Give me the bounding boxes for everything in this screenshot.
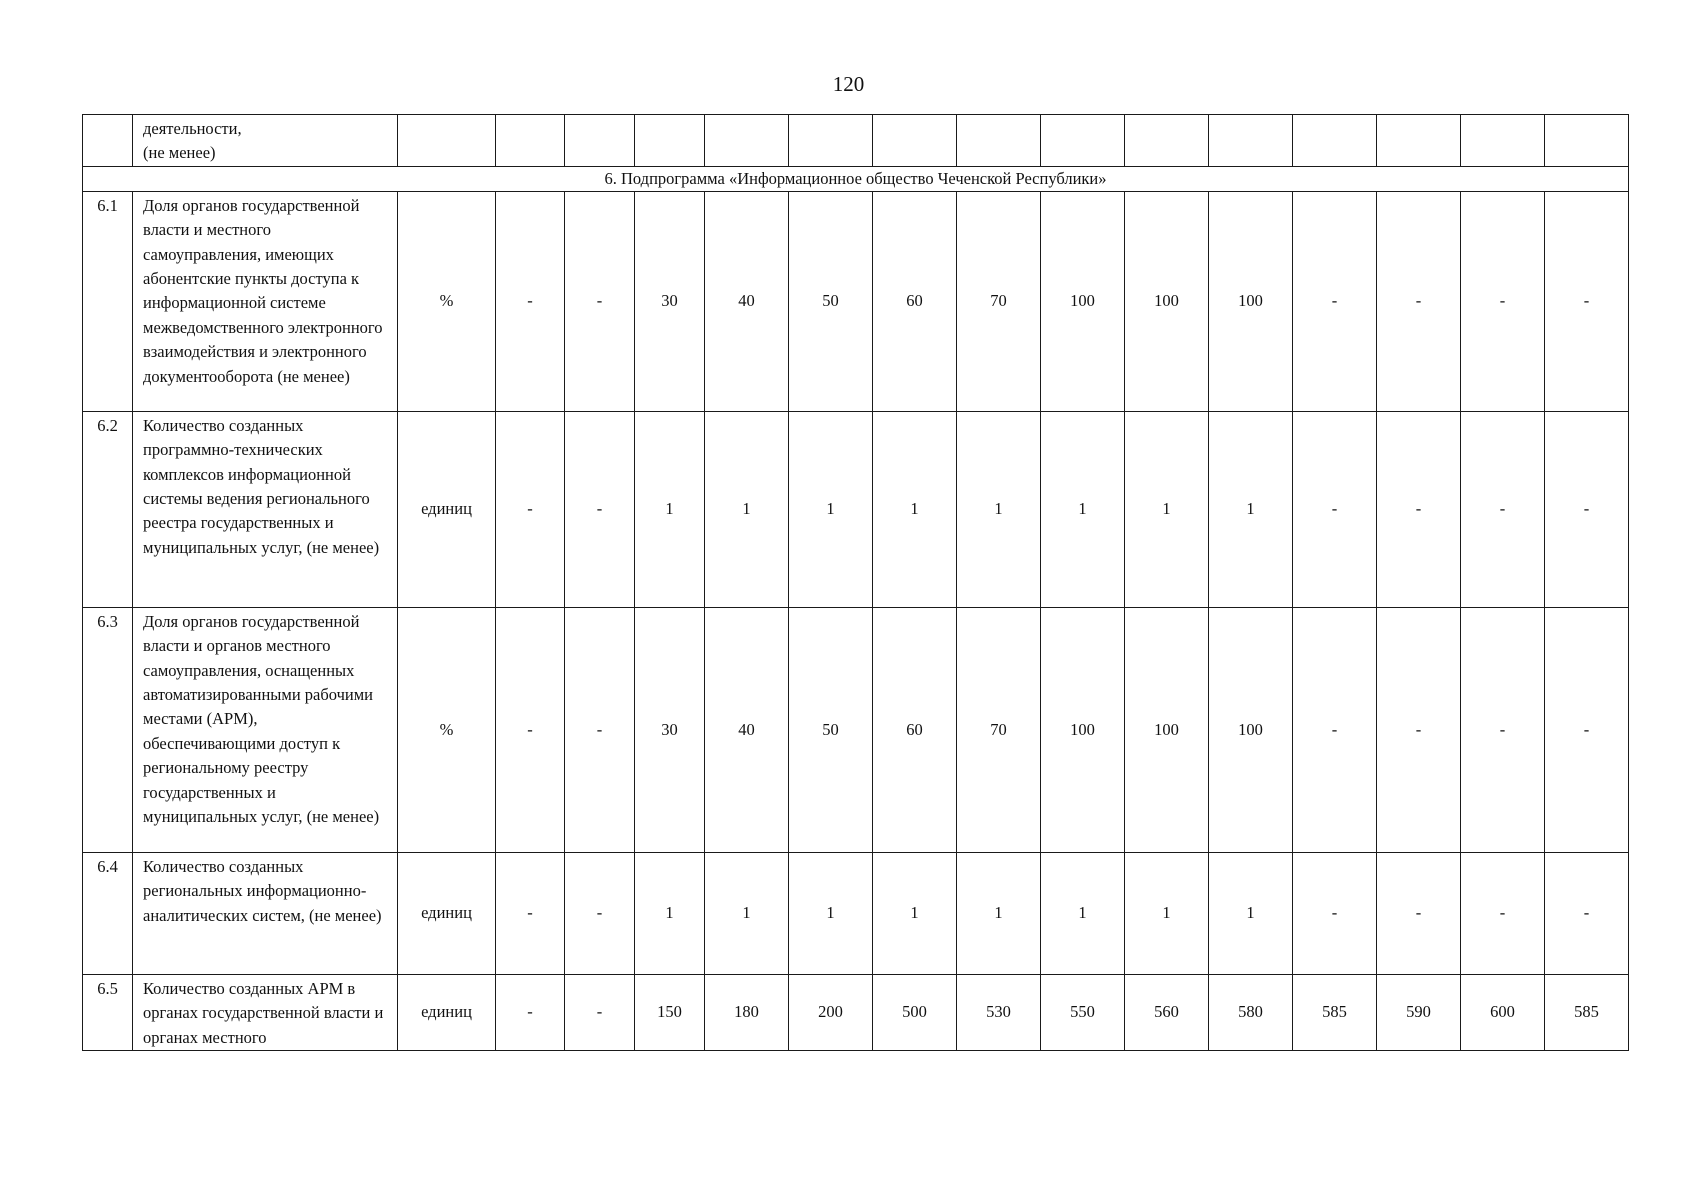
- indicator-description: Количество созданных программно-технических комплексов информационной системы ведения регионального реестра государственных и муниципальных услуг, (не менее): [133, 411, 398, 607]
- value-cell: 530: [957, 974, 1041, 1050]
- empty-cell: [873, 115, 957, 167]
- section-header-row: [83, 166, 1629, 191]
- value-cell: -: [1461, 852, 1545, 974]
- value-cell: -: [496, 607, 565, 852]
- empty-cell: [398, 115, 496, 167]
- section-title: 6. Подпрограмма «Информационное общество Чеченской Республики»: [83, 166, 1629, 191]
- value-cell: 50: [789, 607, 873, 852]
- value-cell: 1: [873, 852, 957, 974]
- value-cell: 60: [873, 191, 957, 411]
- empty-cell: [1461, 115, 1545, 167]
- num-cell: [83, 115, 133, 167]
- value-cell: 100: [1125, 191, 1209, 411]
- value-cell: -: [1545, 607, 1629, 852]
- row-number: 6.5: [83, 974, 133, 1050]
- value-cell: 1: [1041, 411, 1125, 607]
- value-cell: -: [1461, 607, 1545, 852]
- value-cell: -: [565, 191, 635, 411]
- value-cell: 1: [957, 411, 1041, 607]
- value-cell: 585: [1293, 974, 1377, 1050]
- table-row: [83, 411, 1629, 607]
- empty-cell: [565, 115, 635, 167]
- value-cell: 30: [635, 191, 705, 411]
- indicators-table: [82, 114, 1629, 1051]
- value-cell: 1: [635, 852, 705, 974]
- value-cell: 100: [1041, 607, 1125, 852]
- value-cell: -: [1377, 852, 1461, 974]
- value-cell: -: [496, 974, 565, 1050]
- row-number: 6.4: [83, 852, 133, 974]
- value-cell: -: [496, 411, 565, 607]
- value-cell: -: [1293, 411, 1377, 607]
- value-cell: 585: [1545, 974, 1629, 1050]
- row-number: 6.1: [83, 191, 133, 411]
- value-cell: -: [1545, 191, 1629, 411]
- empty-cell: [1041, 115, 1125, 167]
- value-cell: 590: [1377, 974, 1461, 1050]
- empty-cell: [496, 115, 565, 167]
- unit-cell: %: [398, 191, 496, 411]
- indicator-description: Доля органов государственной власти и местного самоуправления, имеющих абонентские пункты доступа к информационной системе межведомственного электронного взаимодействия и электронного документооборота (не менее): [133, 191, 398, 411]
- value-cell: 1: [873, 411, 957, 607]
- table-row: [83, 191, 1629, 411]
- value-cell: 100: [1125, 607, 1209, 852]
- value-cell: 70: [957, 191, 1041, 411]
- value-cell: 1: [789, 411, 873, 607]
- value-cell: -: [1461, 411, 1545, 607]
- value-cell: 30: [635, 607, 705, 852]
- empty-cell: [705, 115, 789, 167]
- empty-cell: [1125, 115, 1209, 167]
- value-cell: 100: [1209, 607, 1293, 852]
- empty-cell: [1545, 115, 1629, 167]
- value-cell: 180: [705, 974, 789, 1050]
- value-cell: -: [496, 191, 565, 411]
- value-cell: 1: [705, 411, 789, 607]
- value-cell: 1: [1209, 852, 1293, 974]
- value-cell: 40: [705, 191, 789, 411]
- value-cell: -: [1377, 607, 1461, 852]
- unit-cell: единиц: [398, 411, 496, 607]
- empty-cell: [1293, 115, 1377, 167]
- empty-cell: [635, 115, 705, 167]
- value-cell: 50: [789, 191, 873, 411]
- empty-cell: [789, 115, 873, 167]
- indicator-description: Количество созданных региональных информационно-аналитических систем, (не менее): [133, 852, 398, 974]
- table-row: [83, 974, 1629, 1050]
- empty-cell: [1377, 115, 1461, 167]
- value-cell: 560: [1125, 974, 1209, 1050]
- value-cell: 600: [1461, 974, 1545, 1050]
- desc-cell: деятельности, (не менее): [133, 115, 398, 167]
- value-cell: -: [496, 852, 565, 974]
- unit-cell: единиц: [398, 974, 496, 1050]
- value-cell: -: [1461, 191, 1545, 411]
- value-cell: 200: [789, 974, 873, 1050]
- indicator-description: Доля органов государственной власти и органов местного самоуправления, оснащенных автоматизированными рабочими местами (АРМ), обеспечивающими доступ к региональному реестру государственных и муниципальных услуг, (не менее): [133, 607, 398, 852]
- value-cell: 150: [635, 974, 705, 1050]
- value-cell: -: [565, 974, 635, 1050]
- indicator-description: Количество созданных АРМ в органах государственной власти и органах местного: [133, 974, 398, 1050]
- value-cell: 580: [1209, 974, 1293, 1050]
- value-cell: 1: [1209, 411, 1293, 607]
- value-cell: 70: [957, 607, 1041, 852]
- value-cell: 1: [1125, 852, 1209, 974]
- value-cell: -: [1377, 191, 1461, 411]
- value-cell: -: [1293, 191, 1377, 411]
- value-cell: 1: [705, 852, 789, 974]
- page-number: 120: [832, 72, 865, 96]
- value-cell: -: [1293, 852, 1377, 974]
- value-cell: 100: [1041, 191, 1125, 411]
- value-cell: 40: [705, 607, 789, 852]
- table-row: [83, 852, 1629, 974]
- value-cell: 1: [1125, 411, 1209, 607]
- value-cell: 1: [1041, 852, 1125, 974]
- table-row-fragment: [83, 115, 1629, 167]
- value-cell: -: [565, 411, 635, 607]
- value-cell: 60: [873, 607, 957, 852]
- value-cell: 1: [789, 852, 873, 974]
- value-cell: -: [565, 852, 635, 974]
- table-row: [83, 607, 1629, 852]
- value-cell: 1: [635, 411, 705, 607]
- row-number: 6.3: [83, 607, 133, 852]
- row-number: 6.2: [83, 411, 133, 607]
- value-cell: 550: [1041, 974, 1125, 1050]
- unit-cell: единиц: [398, 852, 496, 974]
- value-cell: 100: [1209, 191, 1293, 411]
- empty-cell: [957, 115, 1041, 167]
- value-cell: 1: [957, 852, 1041, 974]
- value-cell: -: [565, 607, 635, 852]
- value-cell: -: [1377, 411, 1461, 607]
- value-cell: -: [1545, 411, 1629, 607]
- empty-cell: [1209, 115, 1293, 167]
- unit-cell: %: [398, 607, 496, 852]
- value-cell: 500: [873, 974, 957, 1050]
- value-cell: -: [1545, 852, 1629, 974]
- value-cell: -: [1293, 607, 1377, 852]
